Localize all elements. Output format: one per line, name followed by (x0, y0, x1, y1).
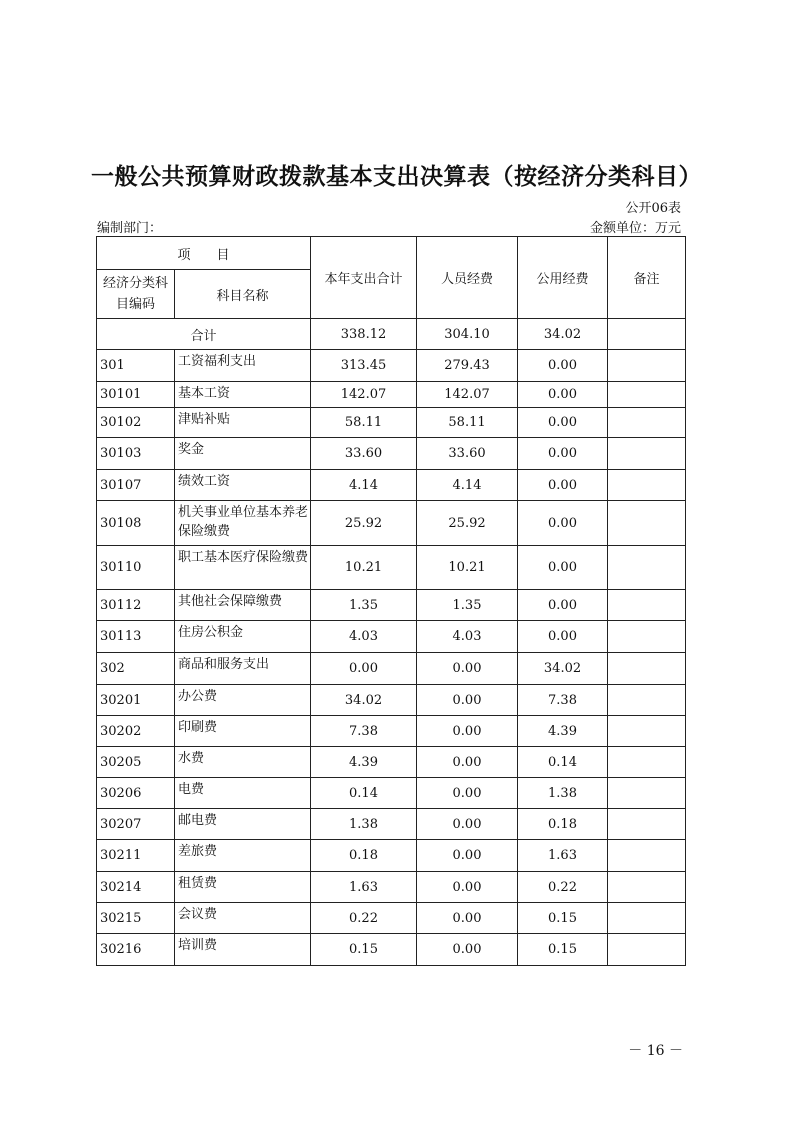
row-total: 58.11 (311, 408, 417, 438)
table-row (97, 438, 686, 470)
row-public: 0.00 (518, 621, 608, 653)
row-public: 34.02 (518, 653, 608, 685)
table-row (97, 653, 686, 685)
amount-unit-label: 金额单位：万元 (589, 221, 681, 236)
table-row (97, 778, 686, 809)
row-total: 4.14 (311, 470, 417, 501)
row-code: 30206 (97, 778, 175, 809)
row-note (608, 903, 686, 934)
row-note (608, 809, 686, 840)
page-title: 一般公共预算财政拨款基本支出决算表（按经济分类科目） (91, 164, 702, 190)
row-personnel: 0.00 (417, 934, 518, 966)
row-code: 30112 (97, 590, 175, 621)
row-total: 34.02 (311, 685, 417, 716)
row-personnel: 33.60 (417, 438, 518, 470)
row-personnel: 0.00 (417, 809, 518, 840)
row-note (608, 685, 686, 716)
row-personnel: 10.21 (417, 546, 518, 590)
row-note (608, 872, 686, 903)
table-row (97, 408, 686, 438)
row-total: 1.63 (311, 872, 417, 903)
row-total: 142.07 (311, 382, 417, 408)
row-note (608, 747, 686, 778)
row-personnel: 0.00 (417, 778, 518, 809)
row-personnel: 142.07 (417, 382, 518, 408)
table-row (97, 685, 686, 716)
row-code: 30107 (97, 470, 175, 501)
row-note (608, 934, 686, 966)
page-number: － 16 － (628, 1043, 683, 1059)
row-public: 0.00 (518, 546, 608, 590)
table-row (97, 546, 686, 590)
row-code: 30108 (97, 501, 175, 546)
total-row (97, 319, 686, 350)
row-code: 30215 (97, 903, 175, 934)
row-name: 工资福利支出 (175, 350, 311, 382)
header-name: 科目名称 (175, 270, 311, 319)
header-code: 经济分类科目编码 (97, 270, 175, 319)
row-public: 0.00 (518, 382, 608, 408)
table-row (97, 872, 686, 903)
header-personnel: 人员经费 (417, 237, 518, 319)
row-code: 30205 (97, 747, 175, 778)
row-note (608, 408, 686, 438)
row-public: 1.38 (518, 778, 608, 809)
row-code: 30211 (97, 840, 175, 872)
row-personnel: 0.00 (417, 716, 518, 747)
header-note: 备注 (608, 237, 686, 319)
row-name: 商品和服务支出 (175, 653, 311, 685)
row-total: 4.03 (311, 621, 417, 653)
row-code: 30202 (97, 716, 175, 747)
row-public: 7.38 (518, 685, 608, 716)
row-public: 0.00 (518, 408, 608, 438)
row-note (608, 438, 686, 470)
row-name: 住房公积金 (175, 621, 311, 653)
row-public: 0.00 (518, 470, 608, 501)
row-personnel: 1.35 (417, 590, 518, 621)
row-personnel: 0.00 (417, 840, 518, 872)
row-name: 津贴补贴 (175, 408, 311, 438)
row-public: 0.00 (518, 501, 608, 546)
form-number: 公开06表 (625, 201, 681, 216)
row-total: 1.38 (311, 809, 417, 840)
row-name: 会议费 (175, 903, 311, 934)
row-total: 7.38 (311, 716, 417, 747)
row-code: 30101 (97, 382, 175, 408)
row-code: 30214 (97, 872, 175, 903)
row-code: 30102 (97, 408, 175, 438)
row-personnel: 58.11 (417, 408, 518, 438)
row-note (608, 621, 686, 653)
row-code: 30201 (97, 685, 175, 716)
table-row (97, 716, 686, 747)
row-total: 313.45 (311, 350, 417, 382)
row-note (608, 590, 686, 621)
row-total: 10.21 (311, 546, 417, 590)
row-public: 0.00 (518, 350, 608, 382)
row-name: 职工基本医疗保险缴费 (175, 546, 311, 590)
row-note (608, 382, 686, 408)
row-personnel: 25.92 (417, 501, 518, 546)
row-note (608, 653, 686, 685)
table-row (97, 840, 686, 872)
total-note (608, 319, 686, 350)
table-row (97, 470, 686, 501)
row-note (608, 778, 686, 809)
row-public: 0.00 (518, 590, 608, 621)
row-code: 30207 (97, 809, 175, 840)
header-total: 本年支出合计 (311, 237, 417, 319)
row-code: 30110 (97, 546, 175, 590)
row-public: 0.15 (518, 903, 608, 934)
row-code: 30113 (97, 621, 175, 653)
row-name: 办公费 (175, 685, 311, 716)
total-public: 34.02 (518, 319, 608, 350)
row-name: 培训费 (175, 934, 311, 966)
row-name: 差旅费 (175, 840, 311, 872)
header-row-1 (97, 237, 686, 270)
row-name: 电费 (175, 778, 311, 809)
row-public: 0.22 (518, 872, 608, 903)
row-personnel: 4.03 (417, 621, 518, 653)
row-public: 0.00 (518, 438, 608, 470)
row-public: 0.15 (518, 934, 608, 966)
row-total: 0.18 (311, 840, 417, 872)
row-note (608, 546, 686, 590)
total-label: 合计 (97, 319, 311, 350)
row-personnel: 0.00 (417, 685, 518, 716)
row-name: 基本工资 (175, 382, 311, 408)
row-note (608, 840, 686, 872)
compiling-department-label: 编制部门： (97, 221, 163, 236)
table-row (97, 809, 686, 840)
row-code: 30103 (97, 438, 175, 470)
row-personnel: 0.00 (417, 872, 518, 903)
row-note (608, 470, 686, 501)
row-name: 水费 (175, 747, 311, 778)
row-note (608, 716, 686, 747)
table-row (97, 590, 686, 621)
row-total: 0.15 (311, 934, 417, 966)
total-personnel: 304.10 (417, 319, 518, 350)
row-public: 4.39 (518, 716, 608, 747)
row-personnel: 279.43 (417, 350, 518, 382)
row-personnel: 4.14 (417, 470, 518, 501)
row-total: 25.92 (311, 501, 417, 546)
row-personnel: 0.00 (417, 747, 518, 778)
row-personnel: 0.00 (417, 903, 518, 934)
row-name: 绩效工资 (175, 470, 311, 501)
table-row (97, 903, 686, 934)
table-row (97, 382, 686, 408)
row-total: 0.22 (311, 903, 417, 934)
row-note (608, 501, 686, 546)
header-public: 公用经费 (518, 237, 608, 319)
row-name: 机关事业单位基本养老保险缴费 (175, 501, 311, 546)
row-code: 301 (97, 350, 175, 382)
row-name: 印刷费 (175, 716, 311, 747)
header-item: 项 目 (97, 237, 311, 270)
table-row (97, 747, 686, 778)
table-row (97, 621, 686, 653)
row-public: 0.14 (518, 747, 608, 778)
row-name: 邮电费 (175, 809, 311, 840)
row-public: 0.18 (518, 809, 608, 840)
row-total: 33.60 (311, 438, 417, 470)
total-amount: 338.12 (311, 319, 417, 350)
row-name: 其他社会保障缴费 (175, 590, 311, 621)
row-personnel: 0.00 (417, 653, 518, 685)
row-total: 4.39 (311, 747, 417, 778)
table-row (97, 501, 686, 546)
row-total: 0.14 (311, 778, 417, 809)
table-row (97, 350, 686, 382)
row-code: 302 (97, 653, 175, 685)
row-name: 奖金 (175, 438, 311, 470)
row-code: 30216 (97, 934, 175, 966)
expenditure-table (96, 236, 686, 966)
table-row (97, 934, 686, 966)
row-name: 租赁费 (175, 872, 311, 903)
row-total: 0.00 (311, 653, 417, 685)
row-note (608, 350, 686, 382)
row-total: 1.35 (311, 590, 417, 621)
row-public: 1.63 (518, 840, 608, 872)
